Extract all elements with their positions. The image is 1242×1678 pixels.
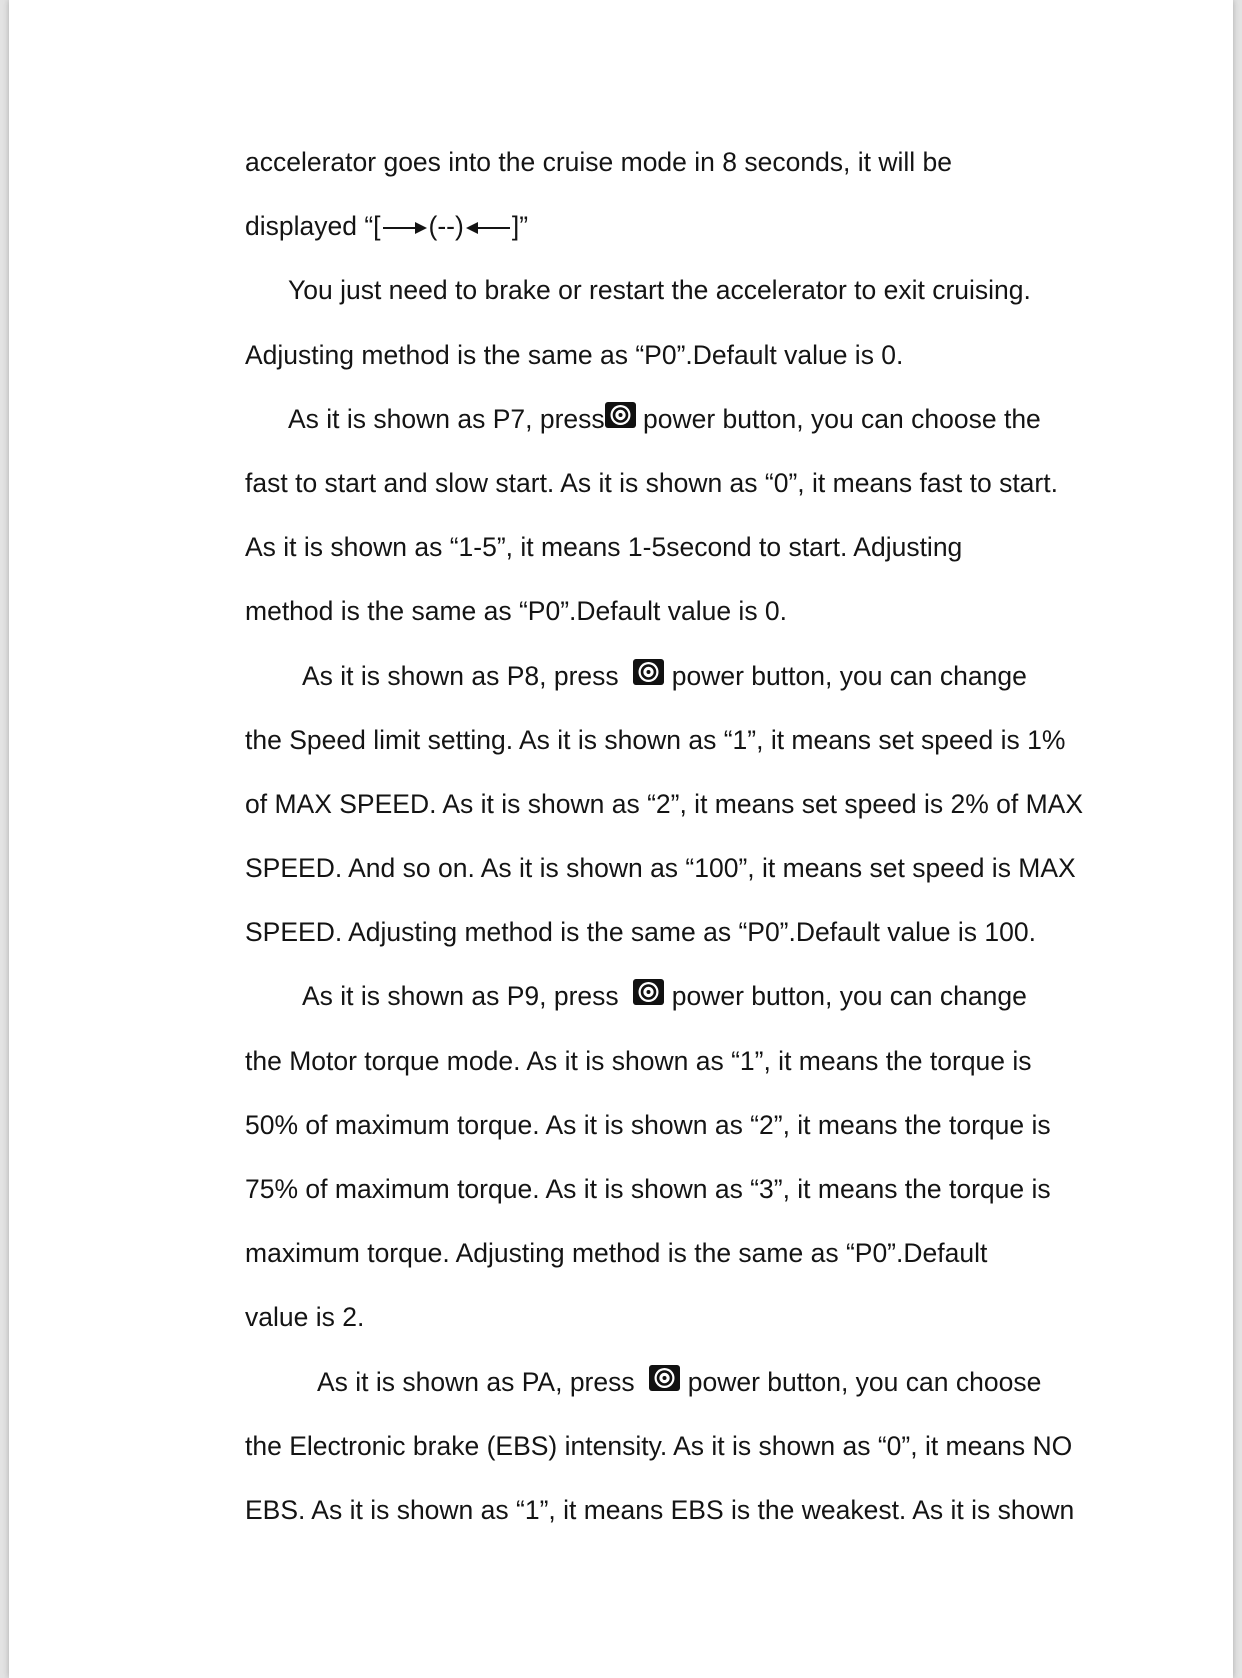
text-line: 75% of maximum torque. As it is shown as “3”, it means the torque is [245,1174,1051,1204]
text-line: maximum torque. Adjusting method is the same as “P0”.Default [245,1238,988,1269]
text-line: Adjusting method is the same as “P0”.Default value is 0. [245,339,904,370]
text-span: power button, you can change [664,981,1027,1012]
text-span: As it is shown as PA, press [317,1366,642,1397]
text-span: ]” [511,211,529,242]
text-line: EBS. As it is shown as “1”, it means EBS is the weakest. As it is shown [245,1494,1075,1525]
power-button-icon [605,402,636,428]
text-line [245,194,1105,258]
arrow-left-icon [464,220,512,236]
text-span: power button, you can choose the [635,403,1041,434]
text-line [245,1350,1105,1414]
text-line [245,644,1105,708]
text-line: value is 2. [245,1302,365,1333]
text-line: the Motor torque mode. As it is shown as “1”, it means the torque is [245,1045,1032,1076]
text-line: fast to start and slow start. As it is shown as “0”, it means fast to start. [245,467,1058,498]
text-line: the Speed limit setting. As it is shown as “1”, it means set speed is 1% [245,724,1066,755]
arrow-right-icon [381,220,429,236]
text-span: As it is shown as P8, press [302,660,627,691]
text-line [245,387,1105,451]
text-line: of MAX SPEED. As it is shown as “2”, it means set speed is 2% of MAX [245,788,1084,819]
text-span: power button, you can choose [680,1366,1042,1397]
text-line: SPEED. Adjusting method is the same as “P0”.Default value is 100. [245,917,1036,948]
text-line [245,964,1105,1028]
power-button-icon [633,659,664,685]
text-span: As it is shown as P7, press [288,403,605,434]
page-body [245,130,1105,1542]
text-span: As it is shown as P9, press [302,981,627,1012]
power-button-icon [633,979,664,1005]
text-line: the Electronic brake (EBS) intensity. As it is shown as “0”, it means NO [245,1430,1073,1461]
text-line: You just need to brake or restart the accelerator to exit cruising. [288,275,1031,306]
text-line: SPEED. And so on. As it is shown as “100”, it means set speed is MAX [245,853,1076,884]
text-line: As it is shown as “1-5”, it means 1-5second to start. Adjusting [245,532,963,563]
text-line: accelerator goes into the cruise mode in 8 seconds, it will be [245,147,953,177]
power-button-icon [649,1365,680,1391]
document-page [9,0,1233,1678]
text-line: method is the same as “P0”.Default value is 0. [245,596,788,627]
text-line: 50% of maximum torque. As it is shown as “2”, it means the torque is [245,1109,1051,1140]
text-span: power button, you can change [664,660,1027,691]
text-span: (--) [428,211,464,242]
text-span: displayed “[ [245,211,381,242]
